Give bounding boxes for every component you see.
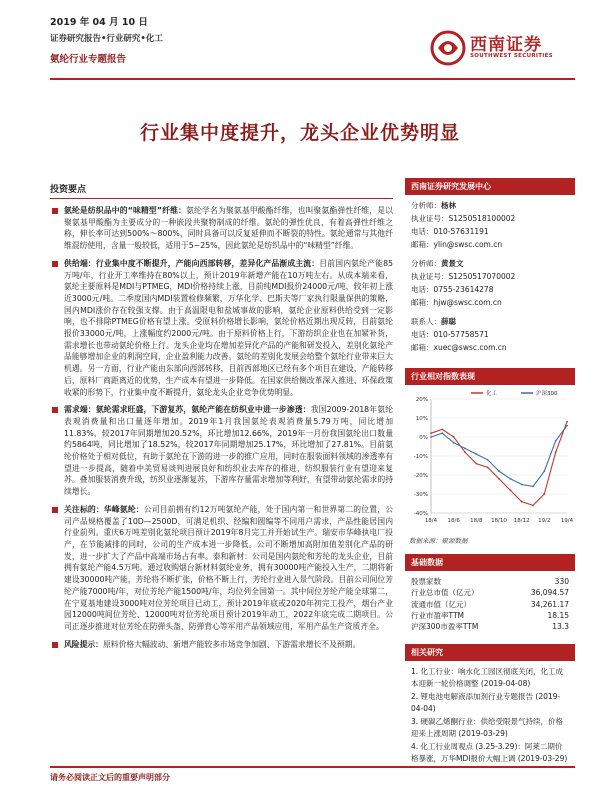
summary-bullet — [50, 404, 393, 498]
footer-disclaimer: 请务必阅读正文后的重要声明部分 — [50, 773, 170, 782]
index-line-chart — [405, 385, 575, 535]
x-tick-label: 18/6 — [447, 518, 460, 524]
bullet-marker-icon — [52, 208, 58, 214]
analyst-email[interactable]: hjw@swsc.com.cn — [433, 298, 502, 307]
related-report-link[interactable]: 2. 锂电池电解液添加剂行业专题报告 (2019-04-04) — [411, 692, 561, 713]
data-point — [475, 453, 477, 455]
related-list — [405, 666, 575, 764]
contact-person: 联系人：薛聪 电话：010-57758571 邮箱：xuec@swsc.com.cn — [411, 317, 507, 352]
analyst-2: 分析师：黄景文 执业证号：S1250517070002 电话：0755-23614278 邮箱：hjw@swsc.com.cn — [411, 259, 516, 307]
x-tick-label: 19/2 — [538, 518, 551, 524]
header-divider — [50, 78, 575, 80]
row-key: 流通市值（亿元） — [411, 599, 471, 609]
chart-source: 数据来源：聚源数据 — [409, 537, 468, 545]
summary-bullet — [50, 205, 393, 252]
data-point — [532, 486, 534, 488]
bullet-head: 氨纶是纺织品中的“味精型”纤维： — [64, 206, 187, 215]
row-value: 330 — [554, 577, 569, 586]
basic-data-table — [405, 576, 575, 632]
sidebar-column — [405, 178, 575, 766]
data-point — [532, 505, 534, 507]
data-point — [543, 493, 545, 495]
related-heading: 相关研究 — [405, 644, 575, 661]
y-tick-label: -10% — [413, 454, 428, 460]
basic-data-row — [405, 587, 575, 598]
related-report-link[interactable]: 1. 化工行业：响水化工园区彻底关闭，化工成本迎新一轮价格调整 (2019-04-08) — [411, 667, 564, 688]
report-date: 2019 年 04 月 10 日 — [50, 17, 148, 28]
y-tick-label: -20% — [413, 473, 428, 479]
basic-data-row — [405, 576, 575, 587]
footer-divider — [50, 766, 575, 768]
data-point — [487, 467, 489, 469]
data-point — [464, 451, 466, 453]
legend-label: 沪深300 — [536, 391, 558, 397]
y-tick-label: -40% — [413, 511, 428, 517]
data-point — [475, 463, 477, 465]
row-key: 行业总市值（亿元） — [411, 588, 479, 598]
basic-data-row — [405, 621, 575, 632]
report-title: 行业集中度提升，龙头企业优势明显 — [139, 122, 460, 144]
x-tick-label: 18/12 — [513, 518, 530, 524]
contact-name: 薛聪 — [441, 317, 456, 326]
logo-mark-icon — [430, 30, 466, 66]
bullet-body: 我国2009-2018年氨纶表观消费量和出口量逐年增加。2019年1月我国氨纶表观消费量5.79万吨，同比增加11.83%，较2017年同期增加20.52%，环比增加12.66%，2019年一月份我国氨纶出口数量约5864吨，同比增加了18.52%，较2017年同期增加25.17%，环比增加了27.81%。目前氨纶价格处于相对低位，有助于氨纶在下游的进一步的推广应用，同时在服装面料领域的渗透率有望进一步提高，随着中美贸易谈判进展良好和纺织业去库存的推进，纺织服装行业有望迎来复苏。叠加服装消费升级，纺织业逐渐复苏，下游库存量需求增加等利好，有望带动氨纶需求的持续增长。 — [64, 405, 394, 497]
basic-data-row — [405, 599, 575, 610]
analyst-list — [405, 195, 575, 358]
legend-label: 化工 — [486, 391, 498, 397]
bullet-marker-icon — [52, 642, 58, 648]
data-point — [521, 501, 523, 503]
row-value: 13.3 — [552, 622, 569, 632]
data-point — [566, 425, 568, 427]
analyst-email[interactable]: ylin@swsc.com.cn — [433, 240, 503, 249]
data-point — [509, 478, 511, 480]
bullet-body: 氨纶学名为聚氨基甲酸酯纤维，也叫聚氨酯弹性纤维，是以聚氨基甲酸酯为主要成分的一种嵌段共聚物制成的纤维。氨纶的弹性优良，有着高弹性纤维之称，伸长率可达到500%～800%，同时具备可以反复延伸而不断裂的特性。氨纶通常与其他纤维混纺使用，含量一般较低，适用于5~25%，因此氨纶是纺织品中的“味精型”纤维。 — [64, 206, 394, 251]
x-tick-label: 19/4 — [560, 518, 574, 524]
data-point — [521, 484, 523, 486]
data-point — [566, 421, 568, 423]
row-key: 沪深300市盈率TTM — [411, 622, 479, 632]
bullet-marker-icon — [52, 507, 58, 513]
logo-en: SOUTHWEST SECURITIES — [470, 53, 553, 59]
bullet-head: 关注标的：华峰氨纶： — [64, 504, 144, 514]
bullet-marker-icon — [52, 407, 58, 413]
summary-bullet — [50, 639, 393, 651]
basic-data-heading: 基础数据 — [405, 554, 575, 571]
report-topic: 氨纶行业专题报告 — [50, 54, 127, 65]
analyst-name: 黄景文 — [441, 259, 464, 268]
y-tick-label: 10% — [415, 416, 428, 422]
index-chart-heading: 行业相对指数表现 — [405, 368, 575, 385]
row-value: 34,261.17 — [530, 599, 569, 609]
data-point — [453, 442, 455, 444]
report-type: 证券研究报告•行业研究•化工 — [50, 34, 163, 44]
basic-data-row — [405, 610, 575, 621]
y-tick-label: 0% — [419, 435, 428, 441]
index-chart — [405, 385, 575, 535]
row-value: 36,094.57 — [530, 588, 569, 598]
summary-bullet — [50, 504, 393, 633]
data-point — [555, 440, 557, 442]
y-tick-label: 20% — [415, 397, 428, 403]
bullet-head: 供给端：行业集中度不断提升，产能向西部转移，差异化产品渐成主流： — [64, 258, 320, 268]
bullet-body: 公司目前拥有约12万吨氨纶产能，处于国内第一和世界第二的位置，公司产品规格覆盖了10D—2500D，可满足机织、经编和圆编等不同用户需求，产品性能居国内行业前列。重庆6万吨差别化氨纶项目预计2019年8月完工并开始试生产。瑞安市华峰执电厂投产，在节能减排的同时，公司的生产成本进一步降低。公司不断增加高附加值差别化产品的研发，进一步扩大了产品中高端市场占有率。泰和新材：公司是国内氨纶和芳纶的龙头企业，目前拥有氨纶产能4.5万吨。通过收购烟台新材料氨纶业务，拥有30000吨产能投入生产，二期将新建设30000吨产能，芳纶将不断扩张，价格不断上行，芳纶行业进入景气阶段。目前公司间位芳纶产能7000吨/年，对位芳纶产能1500吨/年，均位列全国第一。其中间位芳纶产能全球第二，在宁夏基地建设3000吨对位芳纶项目已动工，预计2019年底或2020年初完工投产，烟台产业园12000吨间位芳纶、12000吨对位芳纶项目预计2019年动工，2022年底完成二期项目。公司正逐步推进对位芳纶在防弹头盔、防弹背心等军用产品领域应用，军用产品生产资质齐全。 — [64, 504, 394, 631]
summary-heading: 投资要点 — [50, 182, 393, 199]
bullet-head: 风险提示： — [64, 639, 103, 649]
x-tick-label: 18/8 — [470, 518, 483, 524]
bullet-body: 目前国内氨纶产能85万吨/年，行业开工率维持在80%以上，预计2019年新增产能在10万吨左右。从成本端来看，氨纶主要原料是MDI与PTMEG，MDI价格持续上涨，目前纯MDI报价24000元/吨，较年初上涨近3000元/吨。二季度国内MDI装置检修频繁，万华化学、巴斯夫等厂家执行限量保供的策略，国内MDI涨价存在较强支撑。由于高温限电和盐城事故的影响，氨纶企业原料供给受到一定影响，也不排除PTMEG价格有望上涨。受原料价格增长影响，氨纶价格近期出现反转，目前氨纶报价33000元/吨，上涨幅度约2000元/吨。由于原料价格上行，下游纺织企业也在加紧补货，需求增长也带动氨纶价格上行。龙头企业均在增加差异化产品的产能和研发投入，差别化氨纶产品能够增加企业的利润空间，企业盈利能力改善。氨纶的差别化发展会给整个氨纶行业带来巨大机遇。另一方面，行业产能由东部向西部转移，目前西部地区已经有多个项目在建设，产能转移后，原料厂商距离近的优势，生产成本有望进一步降低。在国家供给侧改革深入推进、环保政策收紧的形势下，行业集中度不断提升，氨纶龙头企业竞争优势明显。 — [64, 258, 394, 397]
summary-bullets — [50, 205, 393, 650]
data-point — [430, 432, 432, 434]
data-point — [487, 459, 489, 461]
data-point — [464, 448, 466, 450]
related-report-link[interactable]: 3. 硬碳乙烯酮行业：供给受限景气持续，价格迎来上涨周期 (2019-03-29) — [411, 717, 564, 738]
data-point — [509, 489, 511, 491]
data-point — [453, 436, 455, 438]
bullet-head: 需求端：氨纶需求旺盛，下游复苏，氨纶产能在纺织业中进一步渗透： — [64, 405, 311, 415]
related-report-link[interactable]: 4. 化工行业周观点 (3.25-3.29)：阿莱二期价格暴涨，万华MDI报价大幅上调 (2019-03-29) — [411, 742, 568, 763]
team-heading: 西南证券研究发展中心 — [405, 178, 575, 195]
bullet-body: 原料价格大幅波动、新增产能较多市场竞争加剧、下游需求增长不及预期。 — [102, 639, 361, 649]
analyst-name: 杨林 — [441, 201, 456, 210]
company-logo — [430, 28, 570, 72]
bullet-marker-icon — [52, 261, 58, 267]
data-point — [543, 470, 545, 472]
row-key: 股票家数 — [411, 577, 441, 586]
contact-email[interactable]: xuec@swsc.com.cn — [433, 343, 507, 352]
data-point — [441, 432, 443, 434]
data-point — [441, 429, 443, 431]
row-key: 行业市盈率TTM — [411, 610, 465, 620]
data-point — [555, 451, 557, 453]
logo-cn: 西南证券 — [470, 35, 542, 55]
y-tick-label: -30% — [413, 492, 428, 498]
summary-bullet — [50, 258, 393, 398]
x-tick-label: 18/10 — [491, 518, 507, 524]
summary-column — [50, 182, 393, 656]
analyst-1: 分析师：杨林 执业证号：S1250518100002 电话：010-57631191 邮箱：ylin@swsc.com.cn — [411, 201, 516, 249]
data-point — [430, 436, 432, 438]
x-tick-label: 18/4 — [424, 518, 438, 524]
row-value: 18.15 — [547, 610, 569, 620]
data-point — [498, 470, 500, 472]
data-point — [498, 478, 500, 480]
